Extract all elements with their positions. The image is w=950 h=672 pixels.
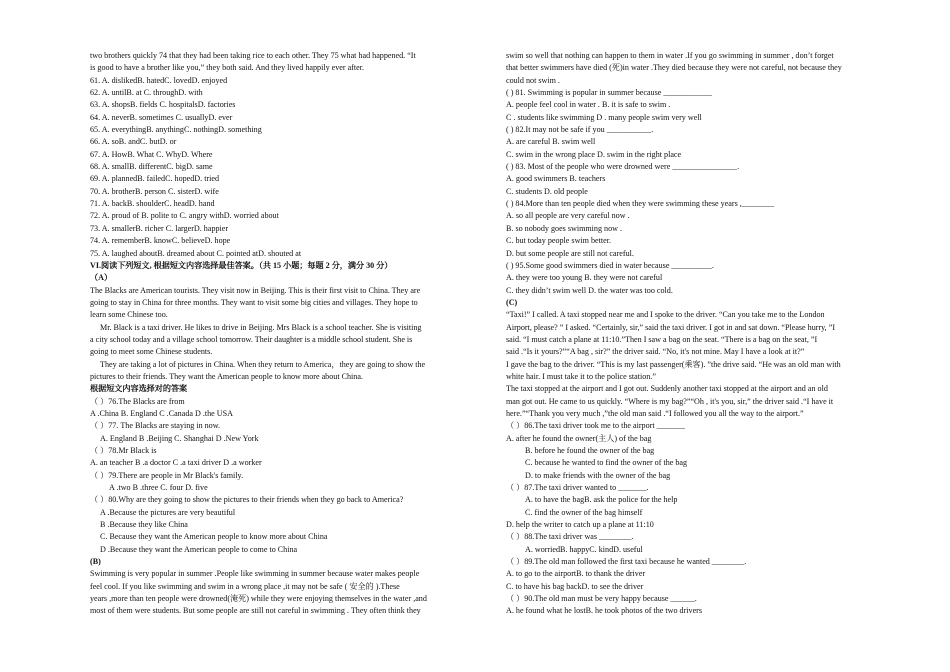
left-column-line: D .Because they want the American people to come to China	[100, 544, 298, 554]
right-column-line: C. students D. old people	[506, 186, 588, 196]
left-text-column	[90, 50, 490, 618]
left-column-line: 72. A. proud of B. polite to C. angry withD. worried about	[90, 211, 279, 221]
left-column-line: They are taking a lot of pictures in China. When they return to America，they are going to show the	[100, 359, 426, 369]
right-column-line: ( ) 82.It may not be safe if you ___________.	[506, 125, 654, 135]
right-column-line: （ ）89.The old man followed the first taxi because he wanted ________.	[506, 557, 747, 567]
right-column-line: C. to have his bag backD. to see the driver	[506, 581, 644, 591]
left-column-line: A. England B .Beijing C. Shanghai D .New York	[100, 433, 259, 443]
right-column-line: C. but today people swim better.	[506, 236, 611, 246]
right-column-line: D. help the writer to catch up a plane at 11:10	[506, 520, 654, 530]
right-column-line: A. are careful B. swim well	[506, 137, 596, 147]
right-column-line: The taxi stopped at the airport and I got out. Suddenly another taxi stopped at the airport and an old	[506, 384, 828, 394]
right-column-line: I gave the bag to the driver. “This is my last passenger(乘客). ”the drive said. “He was an old man with	[506, 359, 841, 369]
left-column-line: 62. A. untilB. at C. throughD. with	[90, 88, 203, 98]
right-column-line: said .“Is it yours?”“A bag , sir?” the driver said. “No, it's not mine. May I have a look at it?”	[506, 347, 805, 357]
left-column-line: 70. A. brotherB. person C. sisterD. wife	[90, 186, 219, 196]
right-column-line: （ ）87.The taxi driver wanted to _______.	[506, 483, 649, 493]
right-column-line: （ ）88.The taxi driver was ________.	[506, 532, 634, 542]
left-column-line: （ ）76.The Blacks are from	[90, 396, 185, 406]
left-column-line: 75. A. laughed aboutB. dreamed about C. pointed atD. shouted at	[90, 248, 302, 258]
right-column-line: here.”“Thank you very much ,”the old man said .“I followed you all the way to the airport.”	[506, 408, 804, 418]
right-column-line: swim so well that nothing can happen to them in water .If you go swimming in summer , don’t forget	[506, 51, 834, 60]
left-column-line: pictures to their friends. They want the American people to know more about China.	[90, 371, 363, 381]
left-column-line: learn some Chinese too.	[90, 310, 168, 320]
right-column-line: ( ) 81. Swimming is popular in summer because ____________	[506, 88, 712, 98]
left-column-line: 73. A. smallerB. richer C. largerD. happier	[90, 223, 229, 233]
right-column-line: A. people feel cool in water . B. it is safe to swim .	[506, 100, 671, 110]
left-column-line: 65. A. everythingB. anythingC. nothingD. something	[90, 125, 262, 135]
right-column-line: ( ) 95.Some good swimmers died in water because __________.	[506, 260, 714, 270]
left-column-line: （ ）79.There are people in Mr Black's family.	[90, 470, 244, 480]
right-column-line: C. they didn’t swim well D. the water was too cold.	[506, 285, 673, 295]
right-column-line: A. to go to the airportB. to thank the driver	[506, 569, 646, 579]
right-column-line: A. after he found the owner(主人) of the bag	[506, 433, 652, 443]
left-column-line: VI.阅读下列短文, 根据短文内容选择最佳答案。（共 15 小题；每题 2 分，满分 30 分）	[90, 260, 393, 270]
right-column-line: Airport, please? ” I asked. “Certainly, sir,” said the taxi driver. I got in and sat down. “Please hurry, ”I	[506, 322, 836, 332]
right-column-line: C. swim in the wrong place D. swim in the right place	[506, 149, 682, 159]
left-column-line: 68. A. smallB. differentC. bigD. same	[90, 162, 213, 172]
left-column-line: 根据短文内容选择对的答案	[90, 384, 188, 394]
right-column-line: A. worriedB. happyC. kindD. useful	[525, 544, 643, 554]
right-column-line: A. to have the bagB. ask the police for the help	[525, 495, 678, 505]
left-column-line: years ,more than ten people were drowned(淹死) while they were enjoying themselves in the water ,and	[90, 594, 427, 604]
left-column-line: B .Because they like China	[100, 520, 188, 530]
right-text-column	[506, 50, 906, 618]
right-column-line: white hair. I must take it to the police station.”	[506, 371, 656, 381]
left-column-line: most of them were students. But some people are still not careful in swimming . They often think they	[90, 606, 421, 616]
right-column-line: C. because he wanted to find the owner of the bag	[525, 458, 688, 468]
left-column-line: （ ）78.Mr Black is	[90, 446, 157, 455]
right-column-line: B. so nobody goes swimming now .	[506, 223, 623, 233]
left-column-line: A .two B .three C. four D. five	[109, 483, 208, 493]
left-column-line: A .China B. England C .Canada D .the USA	[90, 408, 233, 418]
right-column-line: D. but some people are still not careful.	[506, 248, 634, 258]
right-column-line: (C)	[506, 297, 518, 307]
left-column-line: 61. A. dislikedB. hatedC. lovedD. enjoyed	[90, 75, 228, 85]
left-column-line: 64. A. neverB. sometimes C. usuallyD. ever	[90, 112, 233, 122]
right-column-line: B. before he found the owner of the bag	[525, 446, 655, 455]
left-column-line: Mr. Black is a taxi driver. He likes to drive in Beijing. Mrs Black is a school teacher. She is visiting	[100, 322, 422, 332]
left-column-line: 66. A. soB. andC. butD. or	[90, 137, 177, 147]
right-column-line: ( ) 84.More than ten people died when they were swimming these years ,________	[506, 199, 775, 209]
left-column-line: 63. A. shopsB. fields C. hospitalsD. factories	[90, 100, 236, 110]
left-column-line: (B)	[90, 557, 101, 567]
right-column-line: “Taxi!” I called. A taxi stopped near me and I spoke to the driver. “Can you take me to the London	[506, 310, 825, 320]
right-column-line: C . students like swimming D . many people swim very well	[506, 112, 702, 122]
left-column-line: 74. A. rememberB. knowC. believeD. hope	[90, 236, 231, 246]
left-column-line: 69. A. plannedB. failedC. hopedD. tried	[90, 174, 220, 184]
left-column-line: going to stay in China for three months. They want to visit some big cities and villages. They hope to	[90, 297, 418, 307]
left-column-line: A. an teacher B .a doctor C .a taxi driver D .a worker	[90, 458, 262, 468]
left-column-line: two brothers quickly 74 that they had been taking rice to each other. They 75 what had happened. “It	[90, 51, 416, 60]
right-column-line: A. good swimmers B. teachers	[506, 174, 606, 184]
left-column-line: （ ）77. The Blacks are staying in now.	[90, 421, 221, 431]
left-column-line: feel cool. If you like swimming and swim in a wrong place ,it may not be safe ( 安全的 ).These	[90, 581, 400, 591]
right-column-line: （ ）90.The old man must be very happy because ______.	[506, 594, 697, 604]
right-column-line: C. find the owner of the bag himself	[525, 507, 643, 517]
left-column-line: （ ）80.Why are they going to show the pictures to their friends when they go back to America?	[90, 495, 404, 505]
right-column-line: could not swim .	[506, 75, 560, 85]
right-column-line: ( ) 83. Most of the people who were drowned were ________________.	[506, 162, 740, 172]
right-column-line: that better swimmers have died (死)in water .They died because they were not careful, not because they	[506, 63, 842, 73]
right-column-line: A. they were too young B. they were not careful	[506, 273, 663, 283]
left-column-line: （A）	[90, 273, 113, 283]
right-column-line: man got out. He came to us quickly. “Where is my bag?”“Oh , it's you, sir,” the driver said .“I have it	[506, 396, 834, 406]
right-column-line: （ ）86.The taxi driver took me to the airport _______	[506, 421, 685, 431]
left-column-line: a city school today and a village school tomorrow. Their daughter is a middle school student. She is	[90, 334, 413, 344]
left-column-line: The Blacks are American tourists. They visit now in Beijing. This is their first visit to China. They are	[90, 285, 421, 295]
right-column-line: D. to make friends with the owner of the bag	[525, 470, 671, 480]
left-column-line: is good to have a brother like you,” they both said. And they lived happily ever after.	[90, 63, 364, 73]
left-column-line: Swimming is very popular in summer .People like swimming in summer because water makes people	[90, 569, 420, 579]
left-column-line: C. Because they want the American people to know more about China	[100, 532, 328, 542]
right-column-line: said. “I must catch a plane at 11:10.”Then I saw a bag on the seat. “There is a bag on the seat, ”I	[506, 334, 818, 344]
left-column-line: 71. A. backB. shoulderC. headD. hand	[90, 199, 215, 209]
left-column-line: A .Because the pictures are very beautiful	[100, 507, 236, 517]
left-column-line: going to meet some Chinese students.	[90, 347, 213, 357]
right-column-line: A. he found what he lostB. he took photos of the two drivers	[506, 606, 703, 616]
left-column-line: 67. A. HowB. What C. WhyD. Where	[90, 149, 213, 159]
right-column-line: A. so all people are very careful now .	[506, 211, 630, 221]
